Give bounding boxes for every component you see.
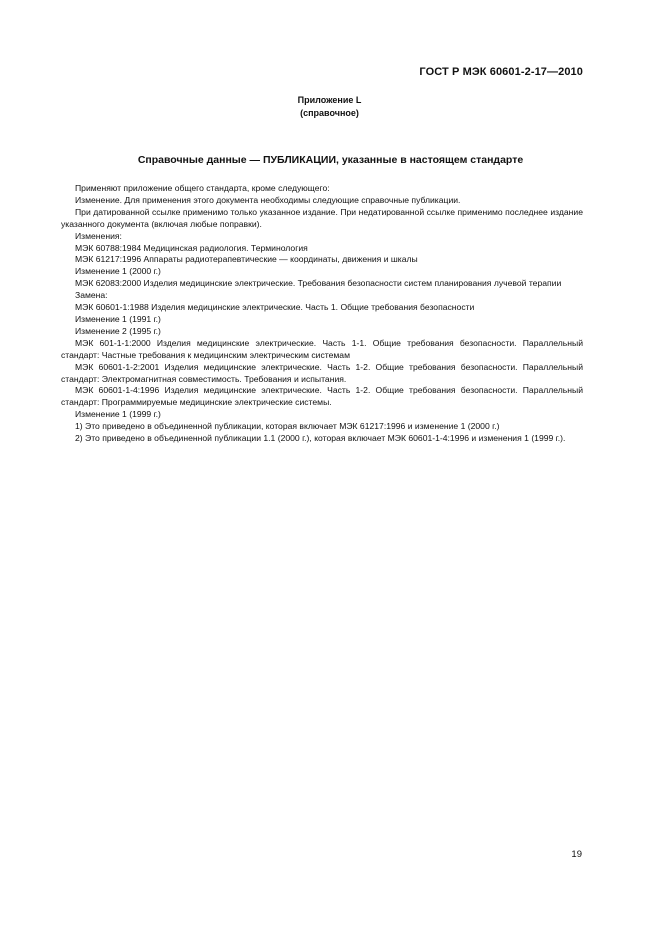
reference-iec-60601-1-4: МЭК 60601-1-4:1996 Изделия медицинские электрические. Часть 1-2. Общие требования безопасности. Параллельный стандарт: Программируемые медицинские электрические системы. bbox=[61, 385, 583, 408]
reference-iec-60601-1-2: МЭК 60601-1-2:2001 Изделия медицинские электрические. Часть 1-2. Общие требования безопасности. Параллельный стандарт: Электромагнитная совместимость. Требования и испытания. bbox=[61, 361, 583, 384]
amendment-1991: Изменение 1 (1991 г.) bbox=[75, 313, 161, 324]
reference-iec-60788: МЭК 60788:1984 Медицинская радиология. Терминология bbox=[75, 242, 308, 253]
footnote-2: 2) Это приведено в объединенной публикации 1.1 (2000 г.), которая включает МЭК 60601-1-4:1996 и изменения 1 (1999 г.). bbox=[75, 433, 566, 444]
reference-iec-61217: МЭК 61217:1996 Аппараты радиотерапевтические — координаты, движения и шкалы bbox=[75, 254, 418, 265]
amendment-1995: Изменение 2 (1995 г.) bbox=[75, 325, 161, 336]
paragraph-changes-heading: Изменения: bbox=[75, 230, 122, 241]
section-title: Справочные данные — ПУБЛИКАЦИИ, указанные в настоящем стандарте bbox=[137, 154, 524, 166]
reference-iec-62083: МЭК 62083:2000 Изделия медицинские электрические. Требования безопасности систем планирования лучевой терапии bbox=[75, 278, 562, 289]
annex-heading bbox=[0, 94, 661, 120]
reference-iec-601-1-1: МЭК 601-1-1:2000 Изделия медицинские электрические. Часть 1-1. Общие требования безопасности. Параллельный стандарт: Частные требования к медицинским электрическим системам bbox=[61, 337, 583, 360]
paragraph-replacement-heading: Замена: bbox=[75, 290, 108, 301]
reference-iec-60601-1: МЭК 60601-1:1988 Изделия медицинские электрические. Часть 1. Общие требования безопасности bbox=[75, 302, 475, 313]
amendment-1999: Изменение 1 (1999 г.) bbox=[75, 409, 161, 420]
annex-title: Приложение L bbox=[297, 95, 362, 105]
paragraph-dated-reference: При датированной ссылке применимо только указанное издание. При недатированной ссылке применимо последнее издание указанного документа (включая любые поправки). bbox=[61, 206, 583, 229]
paragraph-change-note: Изменение. Для применения этого документа необходимы следующие справочные публикации. bbox=[75, 194, 461, 205]
standard-code-header: ГОСТ Р МЭК 60601-2-17—2010 bbox=[419, 66, 583, 78]
amendment-2000: Изменение 1 (2000 г.) bbox=[75, 266, 161, 277]
paragraph-intro: Применяют приложение общего стандарта, кроме следующего: bbox=[75, 183, 330, 193]
page-number: 19 bbox=[571, 849, 582, 860]
footnote-1: 1) Это приведено в объединенной публикации, которая включает МЭК 61217:1996 и изменение 1 (2000 г.) bbox=[75, 421, 500, 432]
document-body bbox=[61, 183, 583, 445]
annex-subtitle: (справочное) bbox=[300, 108, 359, 118]
